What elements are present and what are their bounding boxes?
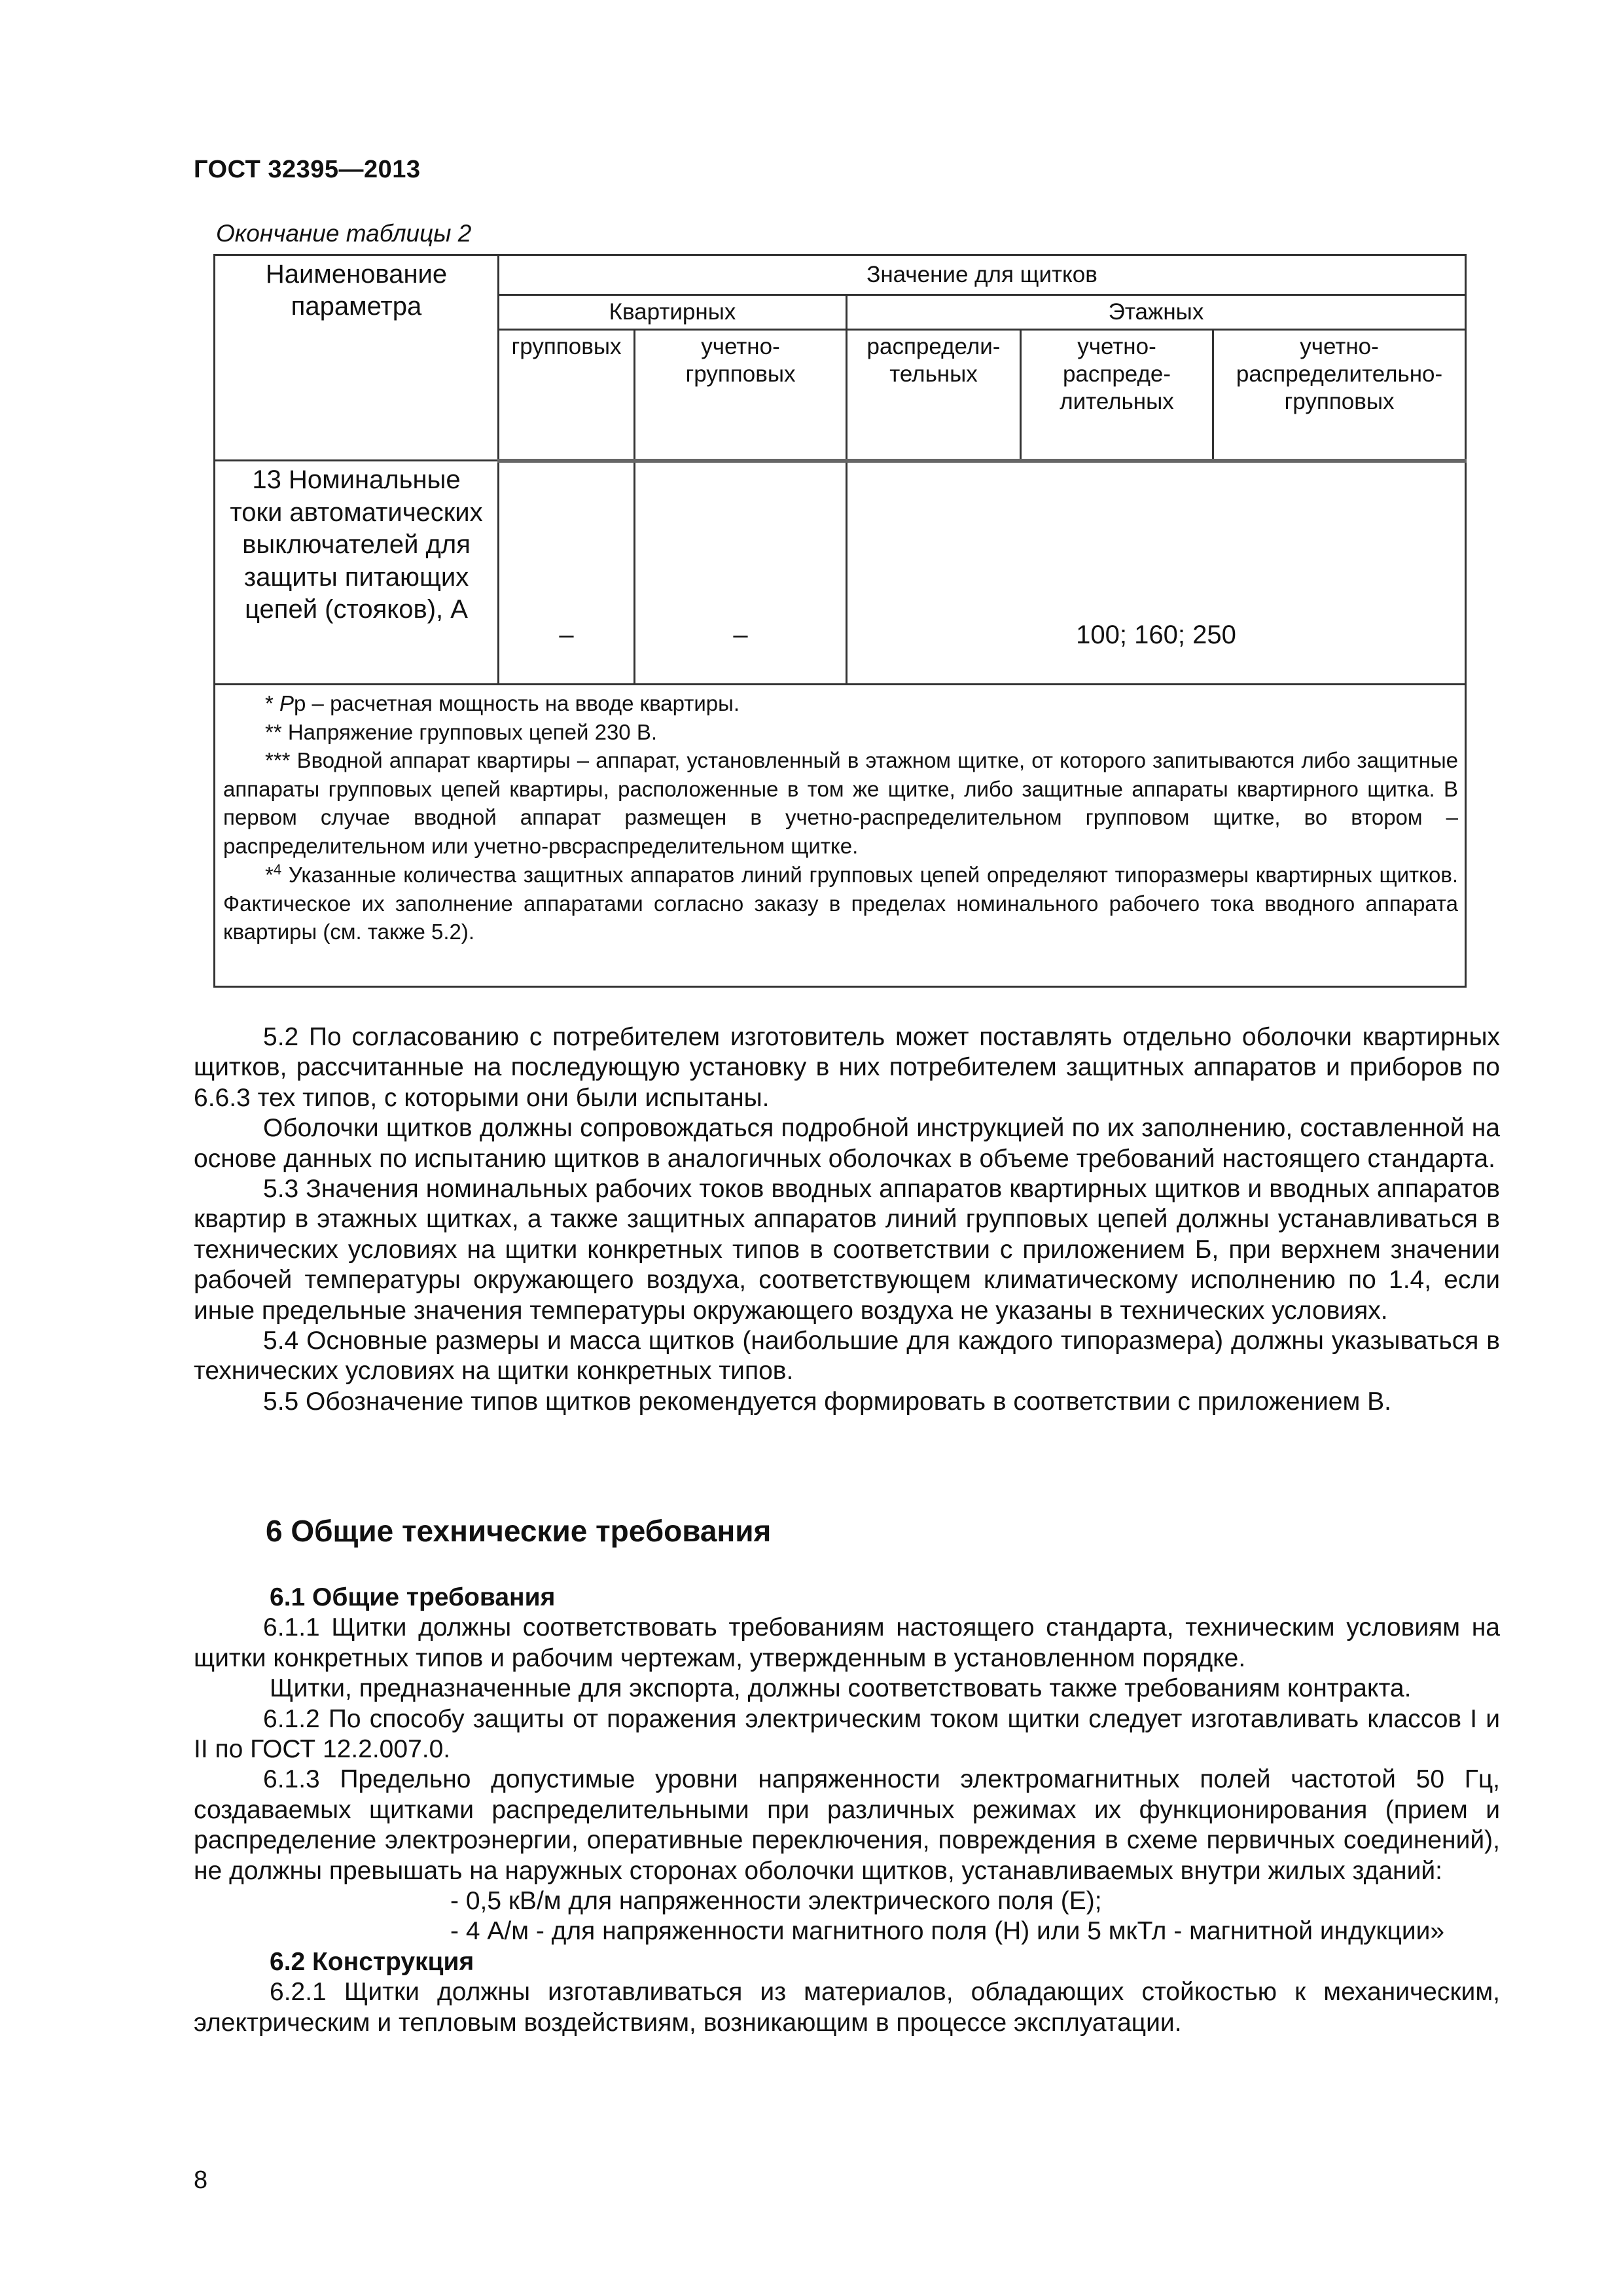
paragraph-6-1-1b: Щитки, предназначенные для экспорта, должны соответствовать также требованиям контракта. xyxy=(270,1674,1412,1703)
note-1: * Pр – расчетная мощность на вводе квартиры. xyxy=(265,691,740,715)
paragraph-5-2b: Оболочки щитков должны сопровождаться подробной инструкцией по их заполнению, составленной на основе данных по испытанию щитков в аналогичных оболочках в объеме требований настоящего стандарта. xyxy=(194,1114,1500,1173)
subsection-6-2-title: 6.2 Конструкция xyxy=(270,1947,474,1976)
header-col-metering-group: учетно- групповых xyxy=(635,330,847,461)
note-4: *$^4$ Указанные количества защитных аппаратов линий групповых цепей определяют типоразмеры квартирных щитков. Фактическое их заполнение аппаратами согласно заказу в пределах номинального рабочего тока вводного аппарата квартиры (см. также 5.2). xyxy=(223,861,1459,944)
paragraph-6-1-1: 6.1.1 Щитки должны соответствовать требованиям настоящего стандарта, техническим условиям на щитки конкретных типов и рабочим чертежам, утвержденным в установленном порядке. xyxy=(194,1613,1500,1672)
row13-name: 13 Номинальные токи автоматических выключателей для защиты питающих цепей (стояков), А xyxy=(215,461,499,685)
paragraph-5-5: 5.5 Обозначение типов щитков рекомендуется формировать в соответствии с приложением В. xyxy=(263,1387,1391,1416)
table-caption: Окончание таблицы 2 xyxy=(216,220,472,247)
paragraph-5-2: 5.2 По согласованию с потребителем изготовитель может поставлять отдельно оболочки квартирных щитков, рассчитанные на последующую установку в них потребителем защитных аппаратов и приборов по 6.6.3 тех типов, с которыми они были испытаны. xyxy=(194,1023,1500,1112)
header-value-group: Значение для щитков xyxy=(499,255,1466,295)
header-col-metering-distribution: учетно- распреде- лительных xyxy=(1021,330,1213,461)
header-col-metering-distribution-group: учетно- распределительно- групповых xyxy=(1213,330,1466,461)
paragraph-6-1-2: 6.1.2 По способу защиты от поражения электрическим током щитки следует изготавливать классов I и II по ГОСТ 12.2.007.0. xyxy=(194,1704,1500,1764)
row13-apartment-group: – xyxy=(499,461,635,685)
note-2: ** Напряжение групповых цепей 230 В. xyxy=(265,719,658,744)
header-apartment: Квартирных xyxy=(499,295,847,330)
paragraph-6-2-1: 6.2.1 Щитки должны изготавливаться из материалов, обладающих стойкостью к механическим, электрическим и тепловым воздействиям, возникающим в процессе эксплуатации. xyxy=(194,1978,1500,2037)
section-6-title: 6 Общие технические требования xyxy=(266,1514,772,1548)
parameters-table xyxy=(213,254,1467,988)
note-3: *** Вводной аппарат квартиры – аппарат, установленный в этажном щитке, от которого запитываются либо защитные аппараты групповых цепей квартиры, расположенные в том же щитке, либо защитные аппараты квартирного щитка. В первом случае вводной аппарат размещен в учетно-распределительном групповом щитке, во втором – распределительном или учетно-рвсраспределительном щитке. xyxy=(223,748,1459,858)
list-item-electric-field: - 0,5 кВ/м для напряженности электрического поля (Е); xyxy=(450,1887,1102,1916)
header-floor: Этажных xyxy=(847,295,1466,330)
document-code-header: ГОСТ 32395—2013 xyxy=(194,156,421,183)
paragraph-6-1-3: 6.1.3 Предельно допустимые уровни напряженности электромагнитных полей частотой 50 Гц, создаваемых щитками распределительными при различных режимах их функционирования (прием и распределение электроэнергии, оперативные переключения, повреждения в схеме первичных соединений), не должны превышать на наружных сторонах оболочки щитков, устанавливаемых внутри жилых зданий: xyxy=(194,1765,1500,1885)
row13-floor-value: 100; 160; 250 xyxy=(847,461,1466,685)
section5-text xyxy=(194,1022,1500,1417)
paragraph-5-3: 5.3 Значения номинальных рабочих токов вводных аппаратов квартирных щитков и вводных аппаратов квартир в этажных щитках, а также защитных аппаратов линий групповых цепей должны устанавливаться в технических условиях на щитки конкретных типов в соответствии с приложением Б, при верхнем значении рабочей температуры окружающего воздуха, соответствующем климатическому исполнению по 1.4, если иные предельные значения температуры окружающего воздуха не указаны в технических условиях. xyxy=(194,1175,1500,1325)
page-number: 8 xyxy=(194,2166,208,2194)
header-col-distribution: распредели- тельных xyxy=(847,330,1021,461)
table-notes xyxy=(215,685,1466,987)
list-item-magnetic-field: - 4 А/м - для напряженности магнитного поля (Н) или 5 мкТл - магнитной индукции» xyxy=(450,1917,1445,1946)
header-param-name: Наименование параметра xyxy=(215,255,499,461)
section6-text xyxy=(194,1583,1500,2038)
subsection-6-1-title: 6.1 Общие требования xyxy=(270,1583,556,1611)
paragraph-5-4: 5.4 Основные размеры и масса щитков (наибольшие для каждого типоразмера) должны указываться в технических условиях на щитки конкретных типов. xyxy=(194,1327,1500,1386)
header-col-group: групповых xyxy=(499,330,635,461)
row13-apartment-metering: – xyxy=(635,461,847,685)
